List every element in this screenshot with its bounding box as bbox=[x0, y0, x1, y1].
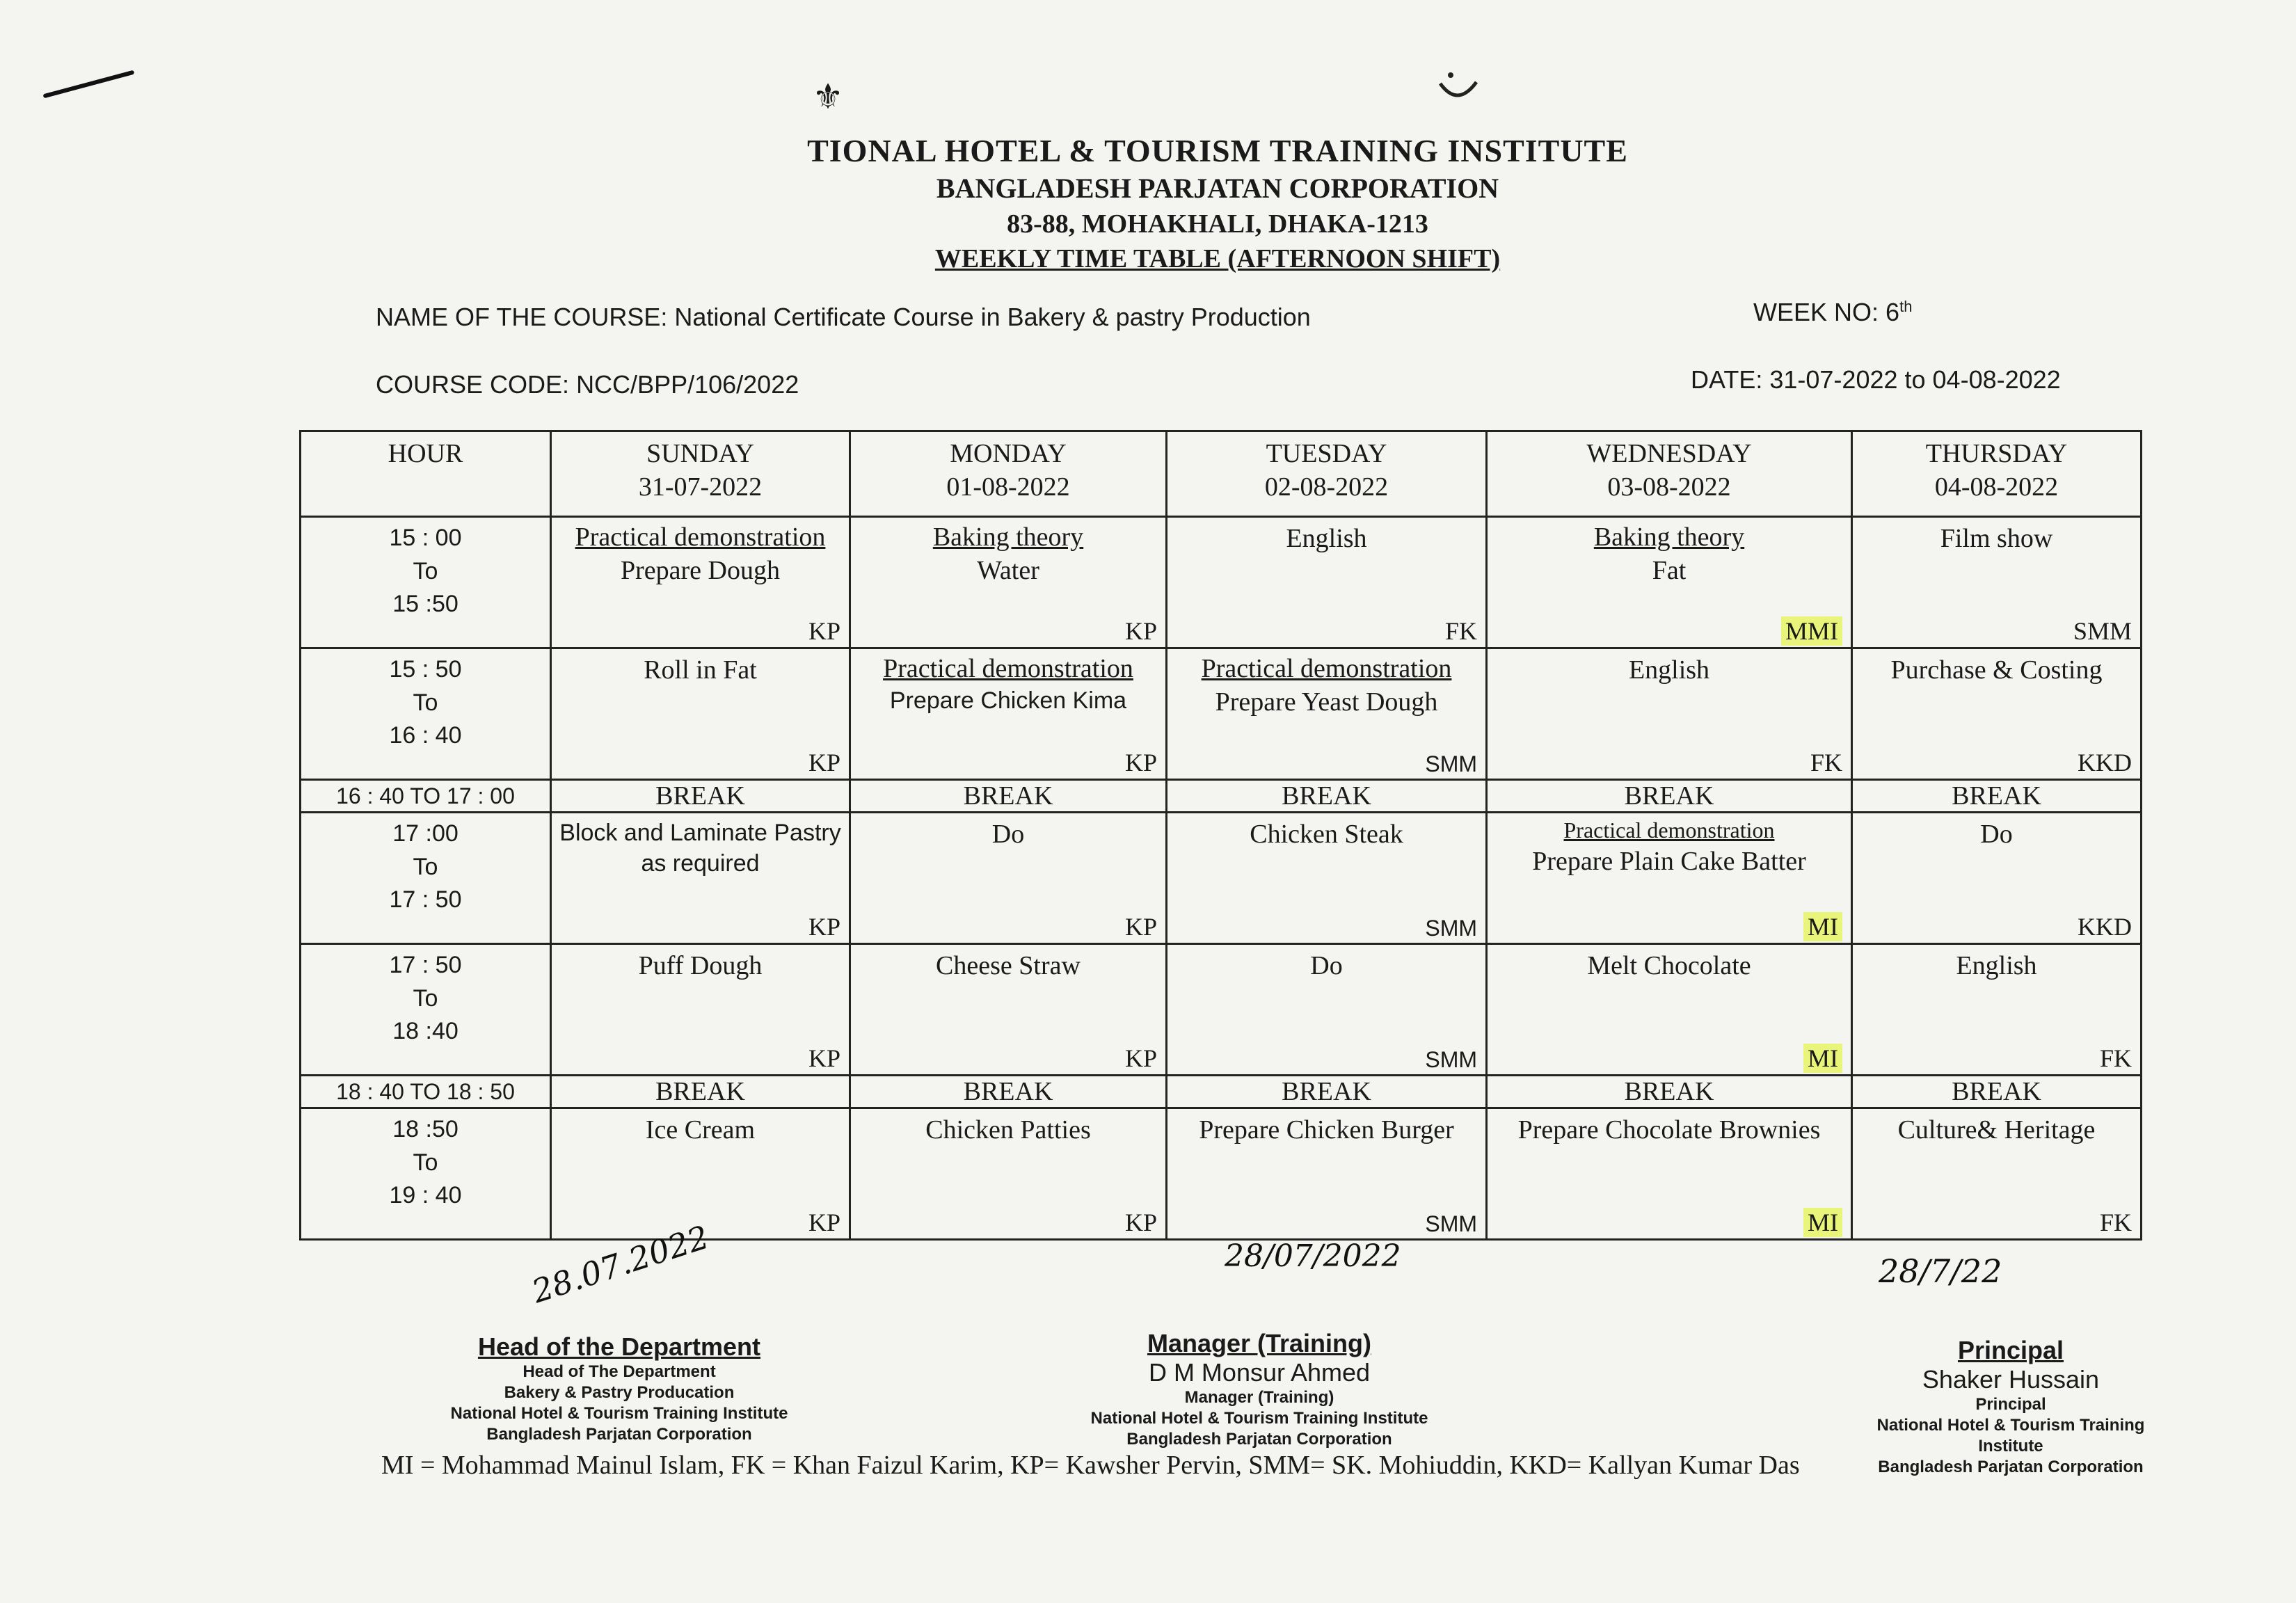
signature-line: Bakery & Pastry Producation bbox=[504, 1383, 735, 1402]
day-date: 03-08-2022 bbox=[1607, 472, 1731, 502]
instructor-initials: KP bbox=[808, 913, 840, 941]
signature-role: Manager (Training) bbox=[1147, 1329, 1372, 1357]
break-cell: BREAK bbox=[1167, 1076, 1487, 1108]
hour-from: 18 :50 bbox=[392, 1116, 459, 1142]
document-title: WEEKLY TIME TABLE (AFTERNOON SHIFT) bbox=[934, 244, 1501, 273]
handwritten-date: 28/07/2022 bbox=[1225, 1238, 1401, 1274]
hour-to-word: To bbox=[413, 1149, 438, 1176]
signature-line: Head of The Department bbox=[523, 1362, 716, 1381]
class-title: Prepare Chicken Burger bbox=[1199, 1115, 1454, 1145]
class-cell bbox=[1487, 648, 1852, 780]
class-title: Chicken Steak bbox=[1250, 820, 1403, 849]
instructor-legend: MI = Mohammad Mainul Islam, FK = Khan Faizul Karim, KP= Kawsher Pervin, SMM= SK. Mohiuddin, KKD= Kallyan Kumar Das bbox=[381, 1451, 1800, 1480]
day-date: 02-08-2022 bbox=[1264, 472, 1389, 502]
week-no-value: 6 bbox=[1886, 298, 1900, 326]
institute-name: TIONAL HOTEL & TOURISM TRAINING INSTITUTE bbox=[807, 133, 1628, 168]
instructor-initials: KP bbox=[808, 749, 840, 776]
class-cell bbox=[1852, 1108, 2142, 1240]
course-code bbox=[376, 370, 799, 399]
instructor-initials: MI bbox=[1803, 912, 1842, 941]
class-title: Puff Dough bbox=[638, 951, 763, 980]
class-title: Prepare Plain Cake Batter bbox=[1532, 847, 1806, 876]
table-row bbox=[301, 648, 2142, 780]
instructor-initials: KKD bbox=[2078, 913, 2132, 941]
break-time: 16 : 40 TO 17 : 00 bbox=[301, 780, 551, 813]
signature-line: Bangladesh Parjatan Corporation bbox=[1878, 1458, 2144, 1476]
instructor-initials: KP bbox=[808, 1044, 840, 1072]
table-row bbox=[301, 944, 2142, 1076]
day-header bbox=[1852, 431, 2142, 517]
hour-to: 15 :50 bbox=[392, 591, 459, 618]
class-cell bbox=[1487, 813, 1852, 944]
class-heading: Practical demonstration bbox=[575, 523, 826, 552]
institute-header bbox=[626, 132, 1809, 274]
signature-role: Principal bbox=[1957, 1336, 2064, 1364]
class-cell bbox=[1167, 813, 1487, 944]
class-title: Ice Cream bbox=[645, 1115, 756, 1145]
class-heading: Practical demonstration bbox=[1563, 818, 1775, 843]
class-cell bbox=[1487, 1108, 1852, 1240]
class-cell bbox=[1167, 944, 1487, 1076]
instructor-initials: SMM bbox=[1425, 1047, 1477, 1072]
class-title: Prepare Chicken Kima bbox=[889, 687, 1127, 714]
class-title: English bbox=[1628, 655, 1710, 685]
instructor-initials: FK bbox=[1810, 749, 1842, 776]
instructor-initials: FK bbox=[2099, 1044, 2132, 1072]
signature-line: National Hotel & Tourism Training Institute bbox=[1090, 1409, 1428, 1428]
day-name: THURSDAY bbox=[1925, 439, 2068, 468]
break-cell: BREAK bbox=[1167, 780, 1487, 813]
class-cell bbox=[850, 813, 1167, 944]
corporation-name: BANGLADESH PARJATAN CORPORATION bbox=[936, 173, 1499, 204]
hour-cell bbox=[301, 1108, 551, 1240]
signature-role: Head of the Department bbox=[477, 1332, 761, 1361]
instructor-initials: SMM bbox=[1425, 916, 1477, 941]
handwritten-date: 28/7/22 bbox=[1879, 1252, 2002, 1290]
hour-to-word: To bbox=[413, 557, 438, 584]
hour-from: 17 : 50 bbox=[389, 952, 462, 978]
class-cell bbox=[850, 648, 1167, 780]
break-cell: BREAK bbox=[1852, 780, 2142, 813]
class-cell bbox=[1852, 648, 2142, 780]
hour-to: 19 : 40 bbox=[389, 1182, 462, 1209]
break-cell: BREAK bbox=[1852, 1076, 2142, 1108]
break-row bbox=[301, 1076, 2142, 1108]
instructor-initials: KP bbox=[1124, 913, 1157, 941]
signature-block-hod bbox=[445, 1332, 793, 1445]
day-header bbox=[850, 431, 1167, 517]
class-title: Do bbox=[1310, 951, 1343, 980]
instructor-initials: FK bbox=[2099, 1209, 2132, 1236]
table-row bbox=[301, 813, 2142, 944]
break-cell: BREAK bbox=[551, 1076, 850, 1108]
class-cell bbox=[551, 648, 850, 780]
class-title: Roll in Fat bbox=[644, 655, 757, 685]
class-title: Cheese Straw bbox=[936, 951, 1081, 980]
hour-to: 18 :40 bbox=[392, 1018, 459, 1045]
break-cell: BREAK bbox=[850, 780, 1167, 813]
instructor-initials: KP bbox=[1124, 1044, 1157, 1072]
class-cell bbox=[850, 1108, 1167, 1240]
course-code-value: NCC/BPP/106/2022 bbox=[576, 370, 799, 399]
class-title: English bbox=[1956, 951, 2037, 980]
logo-icon bbox=[1433, 70, 1482, 111]
instructor-initials: SMM bbox=[1425, 1211, 1477, 1236]
instructor-initials: KP bbox=[808, 617, 840, 645]
break-cell: BREAK bbox=[551, 780, 850, 813]
hour-from: 15 : 50 bbox=[389, 656, 462, 683]
hour-to: 17 : 50 bbox=[389, 886, 462, 914]
instructor-initials: SMM bbox=[1425, 751, 1477, 776]
week-no-label: WEEK NO: bbox=[1753, 298, 1879, 326]
instructor-initials: MI bbox=[1803, 1208, 1842, 1237]
table-row bbox=[301, 1108, 2142, 1240]
handwritten-date: 28.07.2022 bbox=[527, 1218, 714, 1311]
signature-name: D M Monsur Ahmed bbox=[1148, 1358, 1371, 1387]
class-cell bbox=[551, 944, 850, 1076]
class-title: Chicken Patties bbox=[925, 1115, 1091, 1145]
instructor-initials: MMI bbox=[1781, 616, 1842, 646]
class-cell bbox=[1487, 944, 1852, 1076]
day-header bbox=[1167, 431, 1487, 517]
day-header bbox=[551, 431, 850, 517]
class-title: Culture& Heritage bbox=[1897, 1115, 2096, 1145]
institute-address: 83-88, MOHAKHALI, DHAKA-1213 bbox=[1007, 209, 1428, 239]
hour-to-word: To bbox=[413, 853, 438, 880]
break-cell: BREAK bbox=[850, 1076, 1167, 1108]
hour-from: 17 :00 bbox=[392, 820, 459, 847]
class-title: Do bbox=[1980, 820, 2013, 849]
hour-cell bbox=[301, 944, 551, 1076]
break-cell: BREAK bbox=[1487, 780, 1852, 813]
course-name-value: National Certificate Course in Bakery & pastry Production bbox=[674, 303, 1311, 331]
course-code-label: COURSE CODE: bbox=[376, 370, 570, 399]
break-time: 18 : 40 TO 18 : 50 bbox=[301, 1076, 551, 1108]
day-name: TUESDAY bbox=[1266, 439, 1387, 468]
hour-cell bbox=[301, 517, 551, 648]
class-title: Fat bbox=[1652, 556, 1687, 585]
timetable bbox=[299, 430, 2142, 1241]
class-title: Prepare Dough bbox=[621, 556, 780, 585]
class-cell bbox=[1852, 944, 2142, 1076]
class-title: Purchase & Costing bbox=[1890, 655, 2103, 685]
class-title: Do bbox=[991, 820, 1025, 849]
class-title: Film show bbox=[1940, 524, 2053, 553]
signature-block-manager bbox=[1085, 1329, 1433, 1450]
hour-header: HOUR bbox=[301, 431, 551, 517]
class-cell bbox=[1167, 648, 1487, 780]
class-heading: Baking theory bbox=[1593, 523, 1745, 552]
instructor-initials: KP bbox=[808, 1209, 840, 1236]
signature-line: Bangladesh Parjatan Corporation bbox=[1126, 1430, 1392, 1449]
class-cell bbox=[1852, 813, 2142, 944]
class-cell bbox=[1167, 517, 1487, 648]
week-no bbox=[1753, 298, 1912, 327]
hour-to: 16 : 40 bbox=[389, 722, 462, 749]
date-label: DATE: bbox=[1691, 365, 1763, 394]
instructor-initials: MI bbox=[1803, 1044, 1842, 1073]
hour-cell bbox=[301, 648, 551, 780]
signature-line: National Hotel & Tourism Training Institute bbox=[450, 1404, 788, 1423]
class-title: Water bbox=[977, 556, 1039, 585]
class-cell bbox=[1852, 517, 2142, 648]
table-header-row bbox=[301, 431, 2142, 517]
signature-name: Shaker Hussain bbox=[1922, 1365, 2100, 1394]
instructor-initials: FK bbox=[1444, 617, 1477, 645]
instructor-initials: KKD bbox=[2078, 749, 2132, 776]
class-cell bbox=[850, 517, 1167, 648]
day-name: WEDNESDAY bbox=[1586, 439, 1752, 468]
class-cell bbox=[551, 517, 850, 648]
table-row bbox=[301, 517, 2142, 648]
class-cell bbox=[1167, 1108, 1487, 1240]
class-heading: Practical demonstration bbox=[1201, 654, 1452, 683]
day-header bbox=[1487, 431, 1852, 517]
pen-mark bbox=[43, 70, 135, 99]
signature-line: Manager (Training) bbox=[1184, 1388, 1334, 1407]
day-name: SUNDAY bbox=[646, 439, 754, 468]
class-title: Prepare Chocolate Brownies bbox=[1517, 1115, 1821, 1145]
course-name bbox=[376, 303, 1311, 332]
hour-to-word: To bbox=[413, 689, 438, 716]
class-title: Block and Laminate Pastry as required bbox=[559, 820, 841, 877]
class-title: Prepare Yeast Dough bbox=[1215, 687, 1438, 717]
class-title: English bbox=[1286, 524, 1367, 553]
week-no-suffix: th bbox=[1899, 298, 1913, 315]
day-date: 04-08-2022 bbox=[1934, 472, 2059, 502]
instructor-initials: KP bbox=[1124, 1209, 1157, 1236]
course-name-label: NAME OF THE COURSE: bbox=[376, 303, 668, 331]
break-cell: BREAK bbox=[1487, 1076, 1852, 1108]
class-cell bbox=[551, 813, 850, 944]
instructor-initials: KP bbox=[1124, 617, 1157, 645]
day-date: 31-07-2022 bbox=[638, 472, 763, 502]
date-value: 31-07-2022 to 04-08-2022 bbox=[1769, 365, 2061, 394]
class-title: Melt Chocolate bbox=[1587, 951, 1751, 980]
instructor-initials: SMM bbox=[2073, 617, 2132, 645]
hour-cell bbox=[301, 813, 551, 944]
day-date: 01-08-2022 bbox=[946, 472, 1070, 502]
signature-block-principal bbox=[1865, 1336, 2157, 1478]
class-cell bbox=[850, 944, 1167, 1076]
class-heading: Baking theory bbox=[932, 523, 1084, 552]
hour-to-word: To bbox=[413, 984, 438, 1012]
emblem-icon: ⚜ bbox=[812, 77, 844, 116]
signature-line: Bangladesh Parjatan Corporation bbox=[486, 1425, 752, 1444]
day-name: MONDAY bbox=[950, 439, 1067, 468]
signature-line: Principal bbox=[1975, 1395, 2046, 1414]
signature-line: National Hotel & Tourism Training Institute bbox=[1876, 1416, 2145, 1456]
date-range bbox=[1691, 365, 2061, 394]
class-heading: Practical demonstration bbox=[883, 654, 1133, 683]
instructor-initials: KP bbox=[1124, 749, 1157, 776]
hour-from: 15 : 00 bbox=[389, 525, 462, 551]
break-row bbox=[301, 780, 2142, 813]
class-cell bbox=[1487, 517, 1852, 648]
